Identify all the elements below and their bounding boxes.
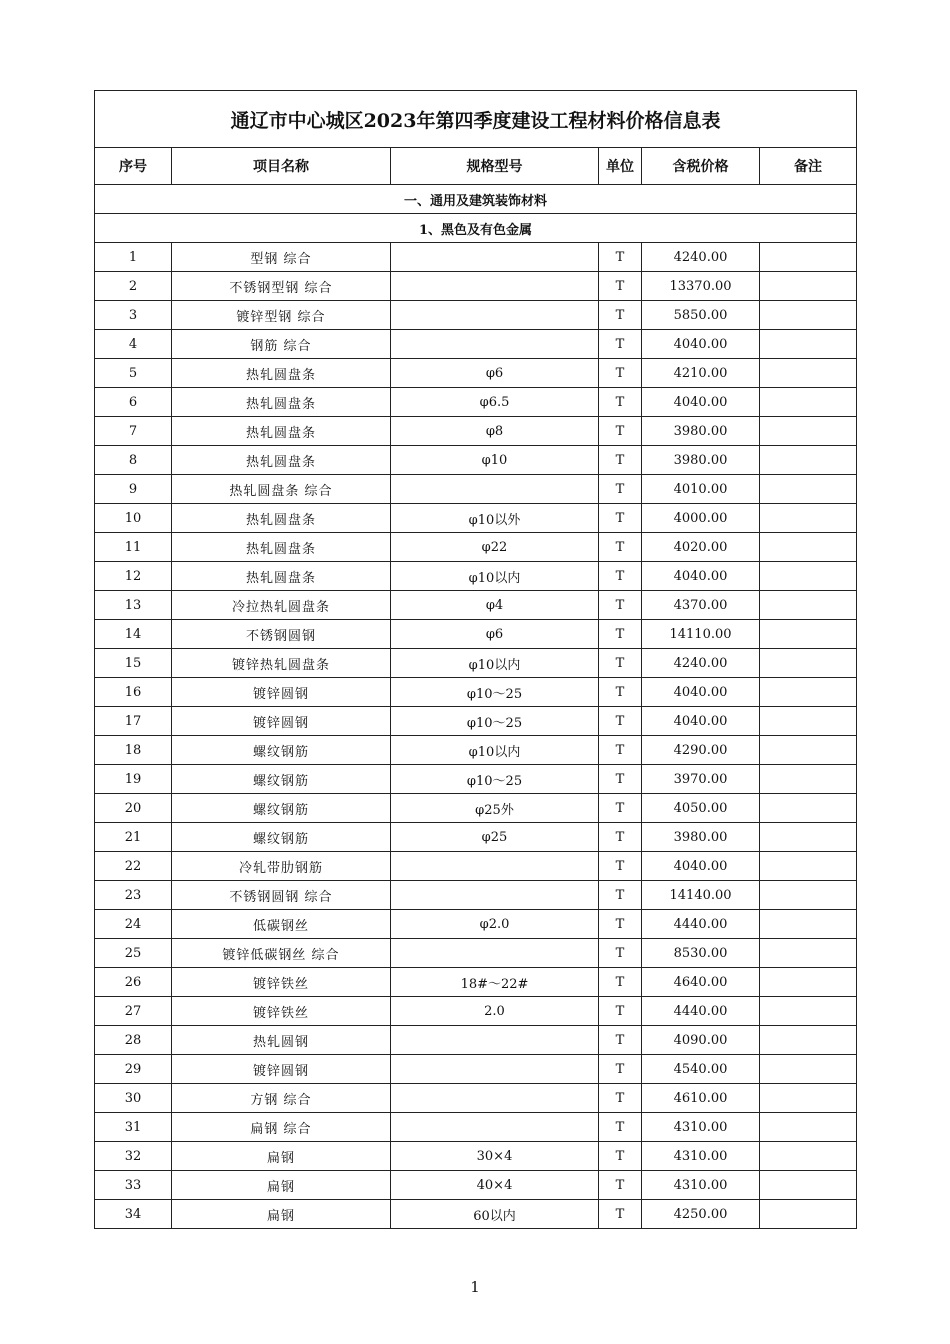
cell-name: 镀锌铁丝	[172, 968, 391, 997]
title-row	[95, 91, 857, 148]
header-remark: 备注	[760, 148, 857, 185]
cell-remark	[760, 1055, 857, 1084]
cell-price: 14110.00	[642, 620, 760, 649]
cell-name: 扁钢	[172, 1200, 391, 1229]
cell-price: 13370.00	[642, 272, 760, 301]
cell-name: 镀锌圆钢	[172, 678, 391, 707]
table-row	[95, 301, 857, 330]
cell-unit: T	[599, 1113, 642, 1142]
cell-unit: T	[599, 1171, 642, 1200]
table-row	[95, 881, 857, 910]
cell-unit: T	[599, 533, 642, 562]
cell-no: 33	[95, 1171, 172, 1200]
cell-remark	[760, 591, 857, 620]
cell-name: 扁钢	[172, 1171, 391, 1200]
cell-price: 4000.00	[642, 504, 760, 533]
cell-unit: T	[599, 968, 642, 997]
cell-unit: T	[599, 504, 642, 533]
cell-unit: T	[599, 939, 642, 968]
cell-remark	[760, 939, 857, 968]
cell-remark	[760, 533, 857, 562]
cell-unit: T	[599, 446, 642, 475]
page-number: 1	[470, 1278, 480, 1296]
cell-remark	[760, 388, 857, 417]
cell-spec	[391, 475, 599, 504]
table-row	[95, 475, 857, 504]
cell-name: 不锈钢圆钢 综合	[172, 881, 391, 910]
cell-no: 27	[95, 997, 172, 1026]
cell-no: 19	[95, 765, 172, 794]
table-row	[95, 707, 857, 736]
cell-price: 4040.00	[642, 678, 760, 707]
cell-unit: T	[599, 1055, 642, 1084]
cell-price: 4440.00	[642, 910, 760, 939]
section-heading-general: 一、通用及建筑装饰材料	[95, 185, 857, 214]
cell-unit: T	[599, 272, 642, 301]
cell-unit: T	[599, 301, 642, 330]
table-row	[95, 1026, 857, 1055]
cell-spec: φ10以外	[391, 504, 599, 533]
cell-remark	[760, 1200, 857, 1229]
cell-unit: T	[599, 794, 642, 823]
cell-name: 螺纹钢筋	[172, 736, 391, 765]
cell-unit: T	[599, 388, 642, 417]
cell-price: 4250.00	[642, 1200, 760, 1229]
price-table	[94, 90, 857, 1229]
cell-remark	[760, 562, 857, 591]
cell-spec: 60以内	[391, 1200, 599, 1229]
cell-spec	[391, 243, 599, 272]
cell-price: 8530.00	[642, 939, 760, 968]
cell-unit: T	[599, 475, 642, 504]
cell-spec: φ6	[391, 359, 599, 388]
cell-remark	[760, 736, 857, 765]
cell-unit: T	[599, 852, 642, 881]
table-row	[95, 446, 857, 475]
cell-spec: φ10～25	[391, 678, 599, 707]
cell-remark	[760, 678, 857, 707]
table-row	[95, 359, 857, 388]
cell-no: 4	[95, 330, 172, 359]
cell-unit: T	[599, 910, 642, 939]
cell-no: 31	[95, 1113, 172, 1142]
cell-unit: T	[599, 417, 642, 446]
table-row	[95, 562, 857, 591]
cell-unit: T	[599, 620, 642, 649]
cell-spec	[391, 301, 599, 330]
header-price: 含税价格	[642, 148, 760, 185]
cell-price: 4090.00	[642, 1026, 760, 1055]
cell-unit: T	[599, 1026, 642, 1055]
table-row	[95, 272, 857, 301]
cell-price: 3980.00	[642, 417, 760, 446]
cell-remark	[760, 881, 857, 910]
cell-spec: φ8	[391, 417, 599, 446]
cell-spec	[391, 1113, 599, 1142]
table-row	[95, 591, 857, 620]
cell-unit: T	[599, 1142, 642, 1171]
cell-price: 3970.00	[642, 765, 760, 794]
table-row	[95, 504, 857, 533]
cell-unit: T	[599, 1200, 642, 1229]
cell-unit: T	[599, 823, 642, 852]
cell-unit: T	[599, 881, 642, 910]
cell-remark	[760, 910, 857, 939]
cell-no: 28	[95, 1026, 172, 1055]
table-row	[95, 330, 857, 359]
cell-spec: φ10	[391, 446, 599, 475]
cell-spec: φ6	[391, 620, 599, 649]
table-row	[95, 388, 857, 417]
cell-remark	[760, 272, 857, 301]
cell-no: 1	[95, 243, 172, 272]
cell-spec	[391, 1026, 599, 1055]
cell-price: 4370.00	[642, 591, 760, 620]
cell-name: 螺纹钢筋	[172, 794, 391, 823]
cell-unit: T	[599, 678, 642, 707]
cell-name: 冷轧带肋钢筋	[172, 852, 391, 881]
cell-price: 3980.00	[642, 823, 760, 852]
cell-remark	[760, 707, 857, 736]
cell-remark	[760, 620, 857, 649]
table-row	[95, 533, 857, 562]
header-row	[95, 148, 857, 185]
table-row	[95, 765, 857, 794]
cell-price: 4040.00	[642, 707, 760, 736]
cell-remark	[760, 1113, 857, 1142]
cell-no: 25	[95, 939, 172, 968]
section-heading-metals: 1、黑色及有色金属	[95, 214, 857, 243]
cell-name: 扁钢	[172, 1142, 391, 1171]
cell-name: 热轧圆钢	[172, 1026, 391, 1055]
cell-no: 20	[95, 794, 172, 823]
cell-name: 热轧圆盘条	[172, 388, 391, 417]
cell-no: 17	[95, 707, 172, 736]
section-row-metals	[95, 214, 857, 243]
cell-spec: 2.0	[391, 997, 599, 1026]
table-row	[95, 968, 857, 997]
cell-no: 24	[95, 910, 172, 939]
cell-name: 镀锌圆钢	[172, 1055, 391, 1084]
cell-name: 热轧圆盘条	[172, 446, 391, 475]
cell-spec: φ10～25	[391, 707, 599, 736]
cell-remark	[760, 1171, 857, 1200]
cell-name: 低碳钢丝	[172, 910, 391, 939]
cell-remark	[760, 649, 857, 678]
cell-name: 热轧圆盘条	[172, 504, 391, 533]
cell-spec: φ4	[391, 591, 599, 620]
cell-spec: φ6.5	[391, 388, 599, 417]
table-row	[95, 678, 857, 707]
cell-spec	[391, 939, 599, 968]
cell-price: 3980.00	[642, 446, 760, 475]
cell-price: 5850.00	[642, 301, 760, 330]
table-row	[95, 243, 857, 272]
header-no: 序号	[95, 148, 172, 185]
cell-remark	[760, 823, 857, 852]
cell-no: 3	[95, 301, 172, 330]
cell-no: 32	[95, 1142, 172, 1171]
cell-remark	[760, 852, 857, 881]
cell-unit: T	[599, 243, 642, 272]
cell-no: 13	[95, 591, 172, 620]
cell-no: 5	[95, 359, 172, 388]
cell-remark	[760, 417, 857, 446]
table-title: 通辽市中心城区2023年第四季度建设工程材料价格信息表	[95, 91, 857, 148]
cell-name: 冷拉热轧圆盘条	[172, 591, 391, 620]
table-row	[95, 823, 857, 852]
cell-price: 4240.00	[642, 649, 760, 678]
cell-no: 29	[95, 1055, 172, 1084]
cell-price: 4040.00	[642, 330, 760, 359]
cell-remark	[760, 446, 857, 475]
table-row	[95, 736, 857, 765]
cell-no: 6	[95, 388, 172, 417]
cell-remark	[760, 1142, 857, 1171]
cell-no: 10	[95, 504, 172, 533]
table-row	[95, 910, 857, 939]
cell-no: 22	[95, 852, 172, 881]
cell-price: 4290.00	[642, 736, 760, 765]
cell-no: 34	[95, 1200, 172, 1229]
cell-name: 型钢 综合	[172, 243, 391, 272]
cell-spec: φ25外	[391, 794, 599, 823]
cell-no: 23	[95, 881, 172, 910]
cell-no: 30	[95, 1084, 172, 1113]
cell-remark	[760, 504, 857, 533]
cell-price: 4050.00	[642, 794, 760, 823]
cell-remark	[760, 243, 857, 272]
cell-spec: φ10以内	[391, 649, 599, 678]
cell-name: 方钢 综合	[172, 1084, 391, 1113]
cell-no: 12	[95, 562, 172, 591]
cell-spec	[391, 881, 599, 910]
cell-price: 4040.00	[642, 562, 760, 591]
cell-spec: φ10以内	[391, 736, 599, 765]
cell-price: 14140.00	[642, 881, 760, 910]
cell-price: 4310.00	[642, 1142, 760, 1171]
cell-price: 4210.00	[642, 359, 760, 388]
cell-unit: T	[599, 591, 642, 620]
cell-remark	[760, 330, 857, 359]
cell-name: 热轧圆盘条 综合	[172, 475, 391, 504]
cell-price: 4610.00	[642, 1084, 760, 1113]
cell-remark	[760, 301, 857, 330]
cell-spec: φ10～25	[391, 765, 599, 794]
cell-unit: T	[599, 707, 642, 736]
cell-price: 4040.00	[642, 388, 760, 417]
cell-spec	[391, 1055, 599, 1084]
cell-unit: T	[599, 765, 642, 794]
cell-price: 4040.00	[642, 852, 760, 881]
cell-no: 9	[95, 475, 172, 504]
cell-name: 钢筋 综合	[172, 330, 391, 359]
cell-remark	[760, 1084, 857, 1113]
header-unit: 单位	[599, 148, 642, 185]
table-row	[95, 852, 857, 881]
cell-spec	[391, 330, 599, 359]
table-row	[95, 1171, 857, 1200]
table-row	[95, 417, 857, 446]
table-row	[95, 794, 857, 823]
cell-spec	[391, 852, 599, 881]
cell-name: 镀锌铁丝	[172, 997, 391, 1026]
cell-price: 4010.00	[642, 475, 760, 504]
cell-name: 不锈钢型钢 综合	[172, 272, 391, 301]
cell-no: 26	[95, 968, 172, 997]
cell-name: 镀锌热轧圆盘条	[172, 649, 391, 678]
table-row	[95, 1084, 857, 1113]
cell-no: 21	[95, 823, 172, 852]
cell-no: 14	[95, 620, 172, 649]
table-row	[95, 1200, 857, 1229]
cell-name: 热轧圆盘条	[172, 359, 391, 388]
table-row	[95, 1055, 857, 1084]
cell-unit: T	[599, 562, 642, 591]
cell-no: 8	[95, 446, 172, 475]
cell-name: 螺纹钢筋	[172, 765, 391, 794]
cell-no: 18	[95, 736, 172, 765]
cell-remark	[760, 359, 857, 388]
cell-name: 热轧圆盘条	[172, 417, 391, 446]
cell-remark	[760, 794, 857, 823]
cell-unit: T	[599, 359, 642, 388]
cell-spec: 40×4	[391, 1171, 599, 1200]
table-row	[95, 1142, 857, 1171]
cell-spec: φ22	[391, 533, 599, 562]
cell-spec: φ25	[391, 823, 599, 852]
cell-no: 7	[95, 417, 172, 446]
cell-spec: 30×4	[391, 1142, 599, 1171]
cell-unit: T	[599, 736, 642, 765]
cell-remark	[760, 475, 857, 504]
table-row	[95, 620, 857, 649]
cell-no: 15	[95, 649, 172, 678]
cell-spec: φ2.0	[391, 910, 599, 939]
cell-name: 镀锌型钢 综合	[172, 301, 391, 330]
cell-name: 镀锌低碳钢丝 综合	[172, 939, 391, 968]
cell-price: 4310.00	[642, 1171, 760, 1200]
header-name: 项目名称	[172, 148, 391, 185]
cell-unit: T	[599, 1084, 642, 1113]
cell-remark	[760, 997, 857, 1026]
cell-name: 螺纹钢筋	[172, 823, 391, 852]
cell-price: 4310.00	[642, 1113, 760, 1142]
cell-price: 4020.00	[642, 533, 760, 562]
cell-remark	[760, 1026, 857, 1055]
cell-remark	[760, 765, 857, 794]
cell-name: 热轧圆盘条	[172, 533, 391, 562]
cell-name: 不锈钢圆钢	[172, 620, 391, 649]
cell-price: 4640.00	[642, 968, 760, 997]
table-row	[95, 939, 857, 968]
cell-spec: φ10以内	[391, 562, 599, 591]
cell-unit: T	[599, 997, 642, 1026]
table-row	[95, 1113, 857, 1142]
cell-spec	[391, 1084, 599, 1113]
cell-no: 11	[95, 533, 172, 562]
cell-unit: T	[599, 649, 642, 678]
cell-remark	[760, 968, 857, 997]
table-row	[95, 649, 857, 678]
header-spec: 规格型号	[391, 148, 599, 185]
cell-price: 4440.00	[642, 997, 760, 1026]
cell-name: 镀锌圆钢	[172, 707, 391, 736]
section-row-general	[95, 185, 857, 214]
cell-spec	[391, 272, 599, 301]
cell-no: 2	[95, 272, 172, 301]
cell-unit: T	[599, 330, 642, 359]
cell-no: 16	[95, 678, 172, 707]
cell-name: 热轧圆盘条	[172, 562, 391, 591]
cell-name: 扁钢 综合	[172, 1113, 391, 1142]
cell-price: 4540.00	[642, 1055, 760, 1084]
cell-price: 4240.00	[642, 243, 760, 272]
cell-spec: 18#～22#	[391, 968, 599, 997]
table-row	[95, 997, 857, 1026]
